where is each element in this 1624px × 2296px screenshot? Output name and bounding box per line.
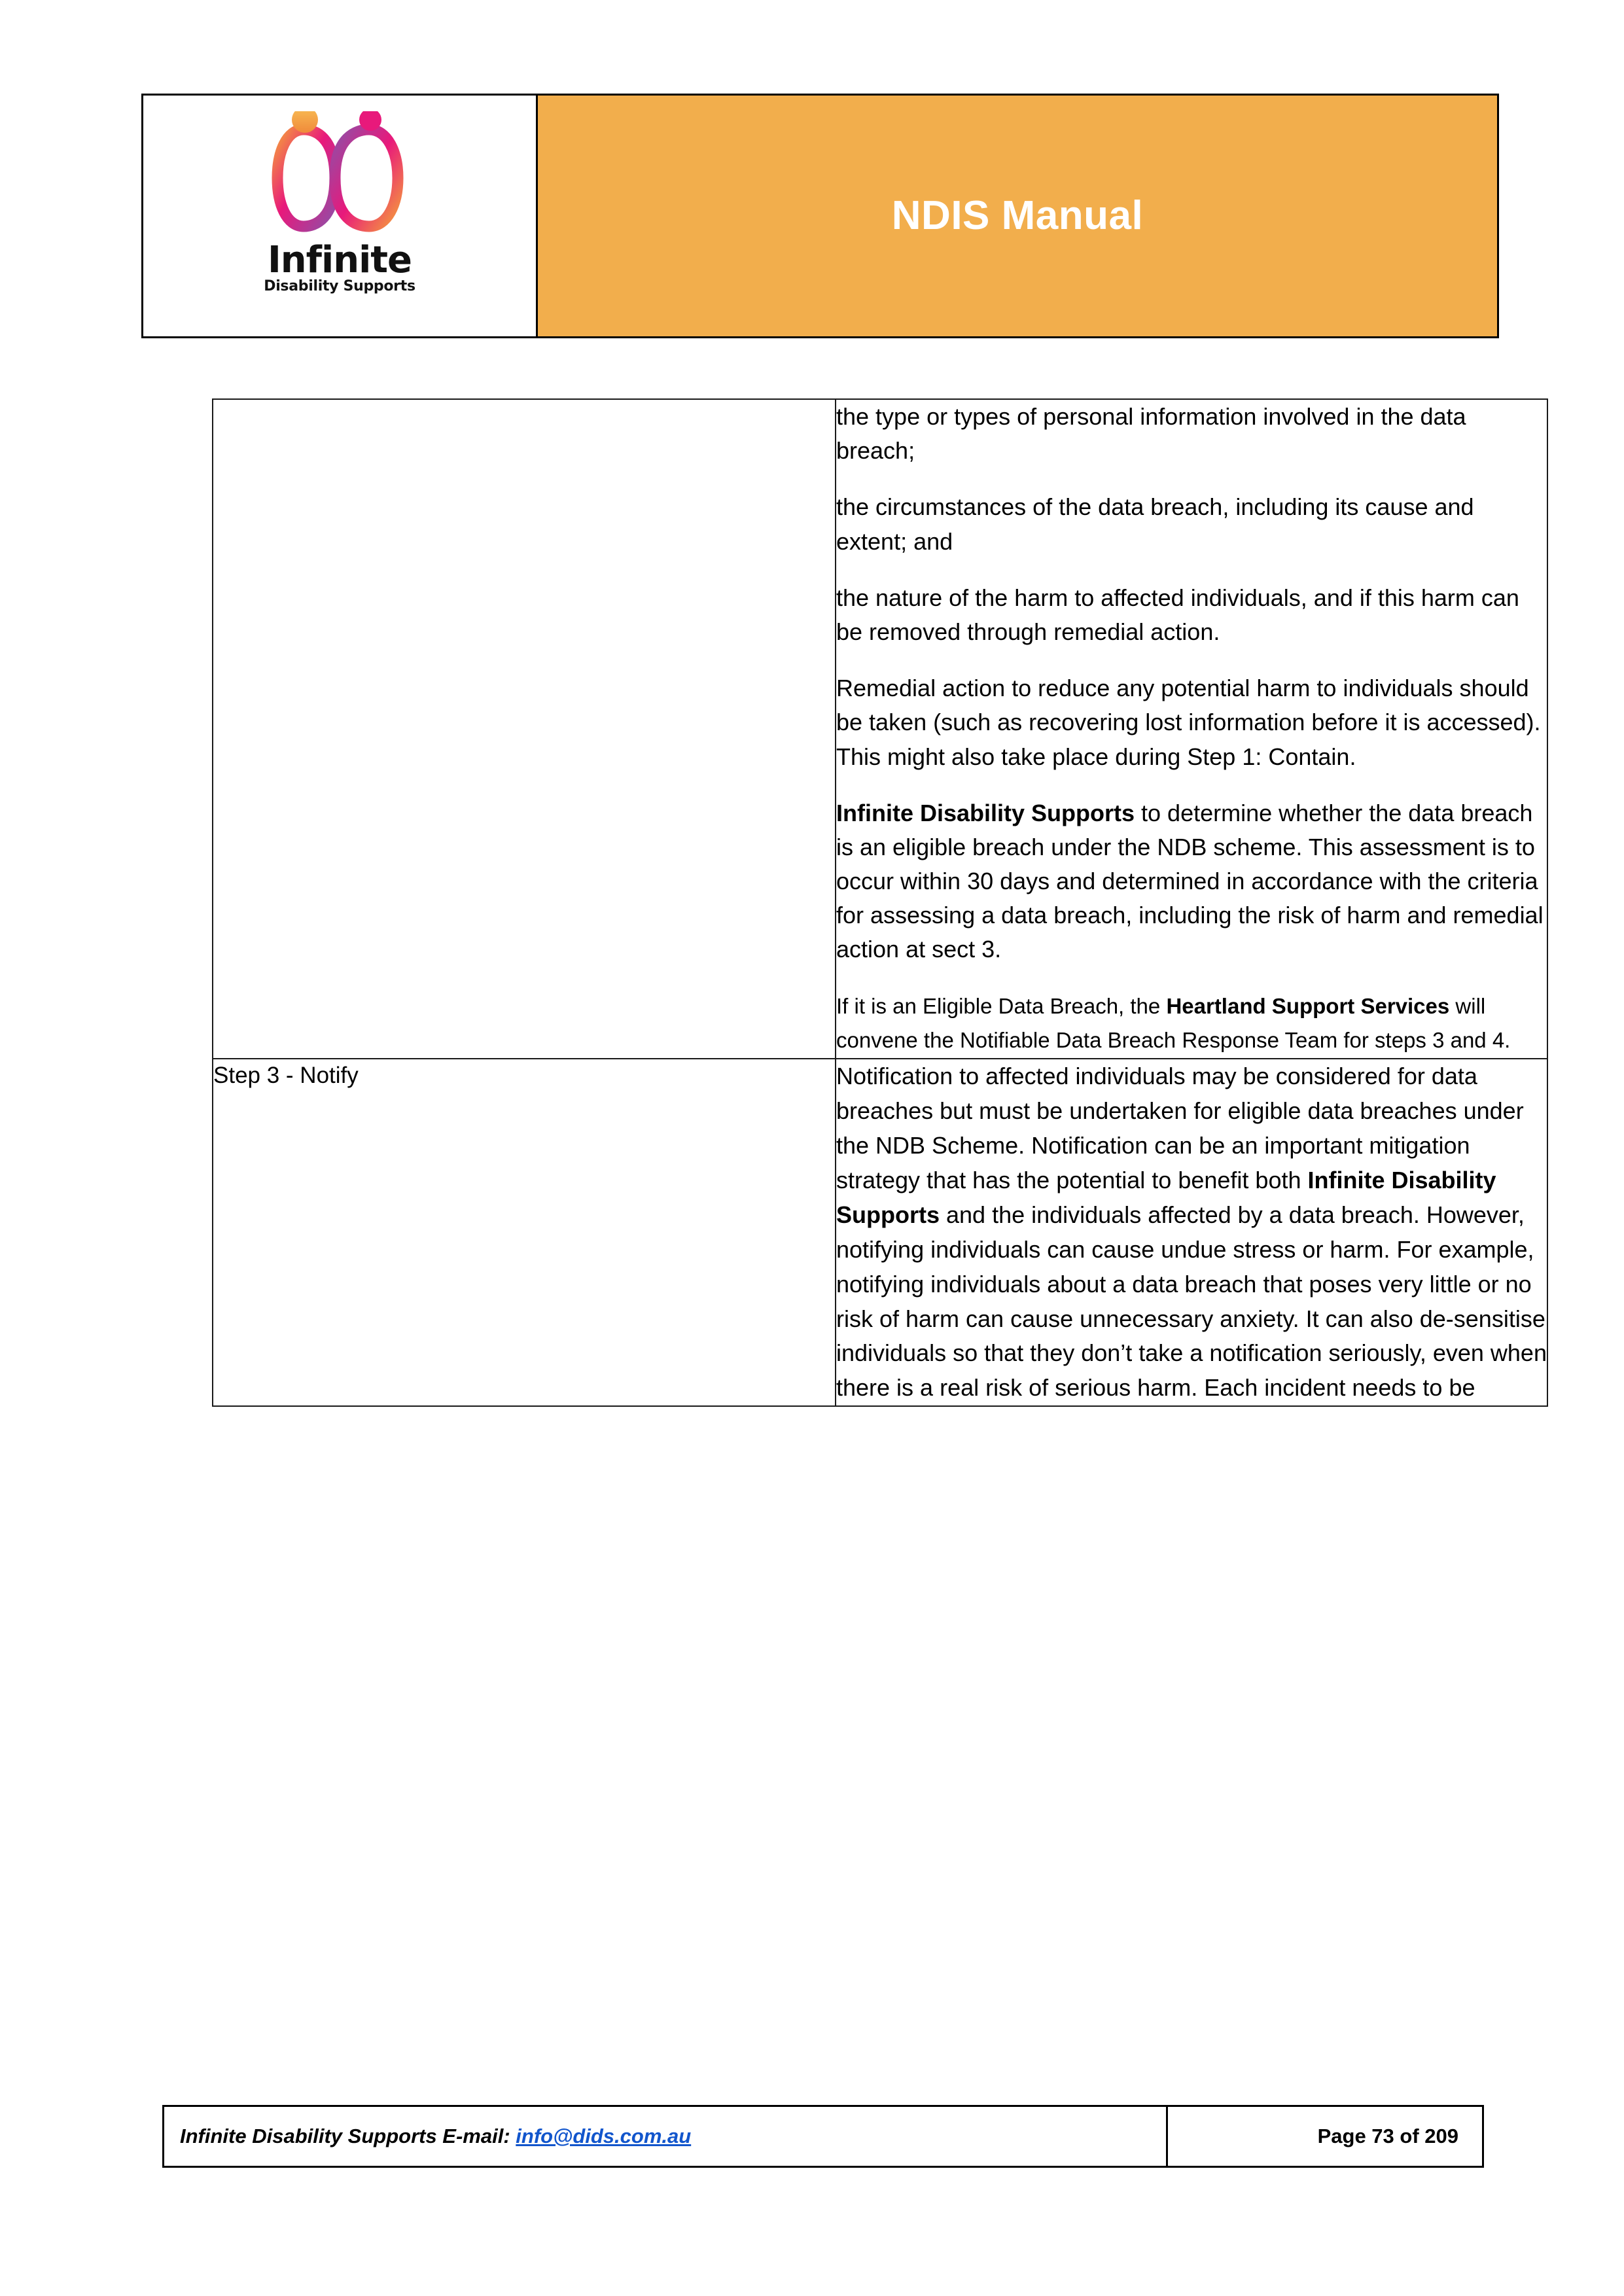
row-content-cell (836, 399, 1547, 1059)
paragraph-eligibility-assessment: Infinite Disability Supports to determine whether the data breach is an eligible breach under the NDB scheme. This assessment is to occur within 30 days and determined in accordance with the criteria for assessing a data breach, including the risk of harm and remedial action at sect 3. (836, 799, 1544, 963)
paragraph-info-type: the type or types of personal information involved in the data breach; (836, 403, 1466, 465)
footer-contact (164, 2106, 1167, 2167)
procedure-table (212, 398, 1548, 1407)
page-title: NDIS Manual (891, 192, 1144, 238)
row-label-cell (213, 399, 836, 1059)
page-header (141, 94, 1499, 338)
footer-page-number: Page 73 of 209 (1167, 2106, 1483, 2167)
paragraph-remedial-action: Remedial action to reduce any potential harm to individuals should be taken (such as recovering lost information before it is accessed). This might also take place during Step 1: Contain. (836, 675, 1541, 770)
header-row (143, 95, 1498, 338)
paragraph-notification: Notification to affected individuals may be considered for data breaches but must be undertaken for eligible data breaches under the NDB Scheme. Notification can be an important mitigation strategy that has the potential to benefit both Infinite Disability Supports and the individuals affected by a data breach. However, notifying individuals can cause undue stress or harm. For example, notifying individuals about a data breach that poses very little or no risk of harm can cause unnecessary anxiety. It can also de-sensitise individuals so that they don’t take a notification seriously, even when there is a real risk of serious harm. Each incident needs to be (836, 1063, 1547, 1402)
row-content-cell (836, 1059, 1547, 1406)
row-label-step3: Step 3 - Notify (213, 1063, 359, 1089)
paragraph-circumstances: the circumstances of the data breach, including its cause and extent; and (836, 493, 1474, 555)
page-footer (162, 2105, 1484, 2168)
org-name-bold: Infinite Disability Supports (836, 1166, 1496, 1228)
footer-row (164, 2106, 1483, 2167)
header-logo-cell (143, 95, 537, 338)
row-label-cell (213, 1059, 836, 1406)
paragraph-response-team: If it is an Eligible Data Breach, the Heartland Support Services will convene the Notifiable Data Breach Response Team for steps 3 and 4. (836, 993, 1511, 1053)
org-name-bold: Infinite Disability Supports (836, 799, 1135, 826)
header-title-cell (537, 95, 1498, 338)
logo-tagline: Disability Supports (264, 278, 415, 295)
table-row (213, 1059, 1547, 1406)
logo-wordmark: Infinite (267, 239, 412, 281)
heartland-name-bold: Heartland Support Services (1166, 993, 1450, 1018)
infinity-people-logo-icon (264, 111, 415, 245)
table-row (213, 399, 1547, 1059)
paragraph-nature-of-harm: the nature of the harm to affected individuals, and if this harm can be removed through remedial action. (836, 584, 1519, 645)
footer-org-label: Infinite Disability Supports E-mail: (180, 2125, 516, 2147)
company-logo (241, 111, 438, 321)
footer-email-link[interactable]: info@dids.com.au (516, 2125, 692, 2147)
